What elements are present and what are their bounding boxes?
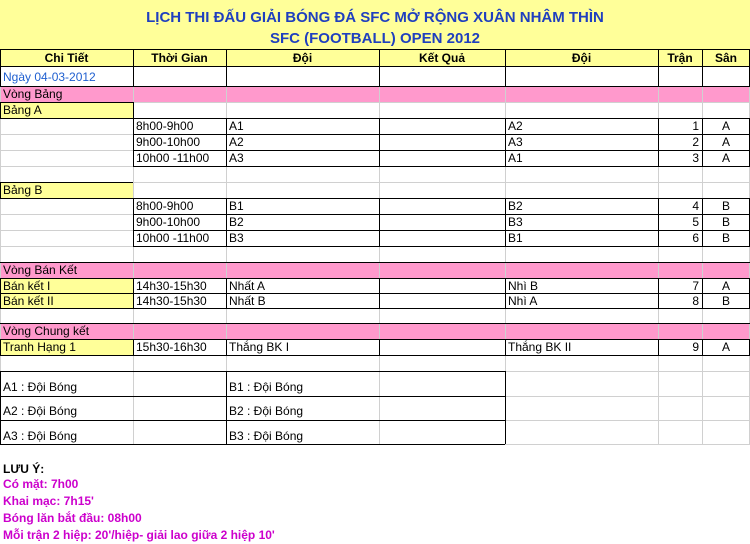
header-doi-1: Đội	[292, 51, 313, 65]
header-doi-2: Đội	[571, 51, 592, 65]
grid-line	[0, 278, 750, 279]
grid-line	[0, 182, 1, 198]
match-team1: A2	[229, 135, 244, 149]
grid-line	[0, 396, 505, 397]
match-team2: A1	[508, 151, 523, 165]
grid-line	[133, 198, 134, 246]
grid-line	[133, 246, 750, 247]
match-time: 9h00-10h00	[136, 215, 201, 229]
match-tran: 7	[692, 279, 699, 293]
grid-line	[226, 278, 227, 308]
header-thoi-gian: Thời Gian	[151, 51, 208, 65]
grid-line	[0, 444, 505, 445]
match-team1: Nhất B	[229, 294, 266, 308]
grid-line	[379, 278, 380, 308]
match-tran: 2	[692, 135, 699, 149]
grid-line	[0, 420, 505, 421]
grid-line	[505, 278, 506, 308]
match-san: B	[721, 199, 730, 213]
match-san: A	[721, 279, 730, 293]
grid-line	[505, 339, 506, 355]
grid-line	[702, 278, 703, 308]
match-team2: B2	[508, 199, 523, 213]
grid-line	[702, 118, 703, 166]
match-team2: Nhì B	[508, 279, 539, 293]
grid-line	[505, 371, 506, 444]
match-time: 14h30-15h30	[136, 294, 207, 308]
grid-line	[133, 166, 750, 167]
team-a2: A2 : Đội Bóng	[3, 404, 78, 418]
header-ket-qua: Kết Quả	[418, 51, 465, 65]
grid-line	[505, 118, 506, 166]
date-label: Ngày 04-03-2012	[3, 70, 96, 84]
grid-line	[379, 49, 380, 86]
match-team1: A3	[229, 151, 244, 165]
final-label: Tranh Hạng 1	[3, 340, 76, 354]
team-b1: B1 : Đội Bóng	[229, 380, 304, 394]
note-line-2: Khai mạc: 7h15'	[3, 494, 94, 508]
grid-line	[226, 49, 227, 86]
match-tran: 6	[692, 231, 699, 245]
grid-line	[0, 339, 1, 355]
grid-line	[226, 339, 227, 355]
grid-line	[0, 355, 750, 356]
grid-line	[0, 262, 750, 263]
semi-label: Bán kết I	[3, 279, 51, 293]
note-line-4: Mỗi trận 2 hiệp: 20'/hiệp- giải lao giữa 2 hiệp 10'	[3, 528, 275, 542]
grid-line	[658, 339, 659, 355]
match-team1: B2	[229, 215, 244, 229]
grid-line	[379, 118, 380, 166]
match-team2: B3	[508, 215, 523, 229]
grid-line	[226, 118, 227, 166]
bang-b-label: Bảng B	[3, 183, 43, 197]
match-time: 8h00-9h00	[136, 199, 194, 213]
grid-line	[0, 371, 1, 444]
match-san: A	[721, 340, 730, 354]
team-a3: A3 : Đội Bóng	[3, 429, 78, 443]
match-tran: 1	[692, 119, 699, 133]
match-team2: B1	[508, 231, 523, 245]
notes-heading: LƯU Ý:	[3, 462, 45, 476]
match-team2: Nhì A	[508, 294, 538, 308]
grid-line	[133, 339, 134, 355]
match-san: A	[721, 119, 730, 133]
match-time: 9h00-10h00	[136, 135, 201, 149]
grid-line	[0, 118, 133, 119]
match-tran: 4	[692, 199, 699, 213]
grid-line	[133, 118, 134, 166]
vong-bang-row	[0, 86, 750, 102]
match-team1: B1	[229, 199, 244, 213]
grid-line	[133, 49, 134, 86]
match-team2: A3	[508, 135, 523, 149]
match-time: 14h30-15h30	[136, 279, 207, 293]
grid-line	[658, 278, 659, 308]
match-tran: 3	[692, 151, 699, 165]
grid-line	[0, 86, 750, 87]
team-b3: B3 : Đội Bóng	[229, 429, 304, 443]
grid-line	[702, 49, 703, 86]
semi-label: Bán kết II	[3, 294, 54, 308]
grid-line	[379, 198, 380, 246]
match-tran: 9	[692, 340, 699, 354]
grid-line	[0, 49, 1, 86]
grid-line	[0, 102, 1, 118]
grid-line	[702, 339, 703, 355]
match-san: B	[721, 294, 730, 308]
match-team2: Thắng BK II	[508, 340, 572, 354]
grid-line	[0, 293, 750, 294]
grid-line	[226, 371, 227, 444]
grid-line	[702, 198, 703, 246]
note-line-1: Có mặt: 7h00	[3, 477, 79, 491]
vong-ban-ket-label: Vòng Bán Kết	[3, 263, 78, 277]
grid-line	[0, 278, 1, 308]
grid-line	[0, 102, 133, 103]
match-team1: Thắng BK I	[229, 340, 290, 354]
match-san: A	[721, 151, 730, 165]
grid-line	[0, 308, 750, 309]
grid-line	[226, 198, 227, 246]
team-a1: A1 : Đội Bóng	[3, 380, 78, 394]
match-san: B	[721, 231, 730, 245]
grid-line	[658, 49, 659, 86]
grid-line	[0, 339, 750, 340]
grid-line	[0, 323, 750, 324]
match-san: B	[721, 215, 730, 229]
match-tran: 5	[692, 215, 699, 229]
vong-chung-ket-label: Vòng Chung kết	[3, 324, 90, 338]
grid-line	[0, 49, 750, 50]
grid-line	[658, 198, 659, 246]
match-team2: A2	[508, 119, 523, 133]
team-b2: B2 : Đội Bóng	[229, 404, 304, 418]
vong-ban-ket-row	[0, 262, 750, 278]
header-san: Sân	[714, 51, 737, 65]
vong-bang-label: Vòng Bảng	[3, 87, 63, 101]
match-time: 15h30-16h30	[136, 340, 207, 354]
grid-line	[0, 182, 133, 183]
grid-line	[133, 102, 134, 118]
match-san: A	[721, 135, 730, 149]
header-chi-tiet: Chi Tiết	[44, 51, 89, 65]
match-time: 10h00 -11h00	[136, 231, 210, 245]
grid-line	[0, 66, 750, 67]
bang-a-label: Bảng A	[3, 103, 42, 117]
grid-line	[505, 49, 506, 86]
grid-line	[379, 339, 380, 355]
match-team1: Nhất A	[229, 279, 266, 293]
grid-line	[505, 198, 506, 246]
page-subtitle: SFC (FOOTBALL) OPEN 2012	[269, 30, 481, 47]
grid-line	[0, 371, 505, 372]
page-title: LỊCH THI ĐẤU GIẢI BÓNG ĐÁ SFC MỞ RỘNG XUÂN NHÂM THÌN	[146, 9, 604, 26]
match-time: 10h00 -11h00	[136, 151, 210, 165]
match-time: 8h00-9h00	[136, 119, 194, 133]
header-tran: Trận	[667, 51, 693, 65]
vong-chung-ket-row	[0, 323, 750, 339]
grid-line	[658, 118, 659, 166]
match-team1: A1	[229, 119, 244, 133]
note-line-3: Bóng lăn bắt đầu: 08h00	[3, 511, 142, 525]
grid-line	[133, 278, 134, 308]
grid-line	[0, 198, 750, 199]
match-tran: 8	[692, 294, 699, 308]
match-team1: B3	[229, 231, 244, 245]
